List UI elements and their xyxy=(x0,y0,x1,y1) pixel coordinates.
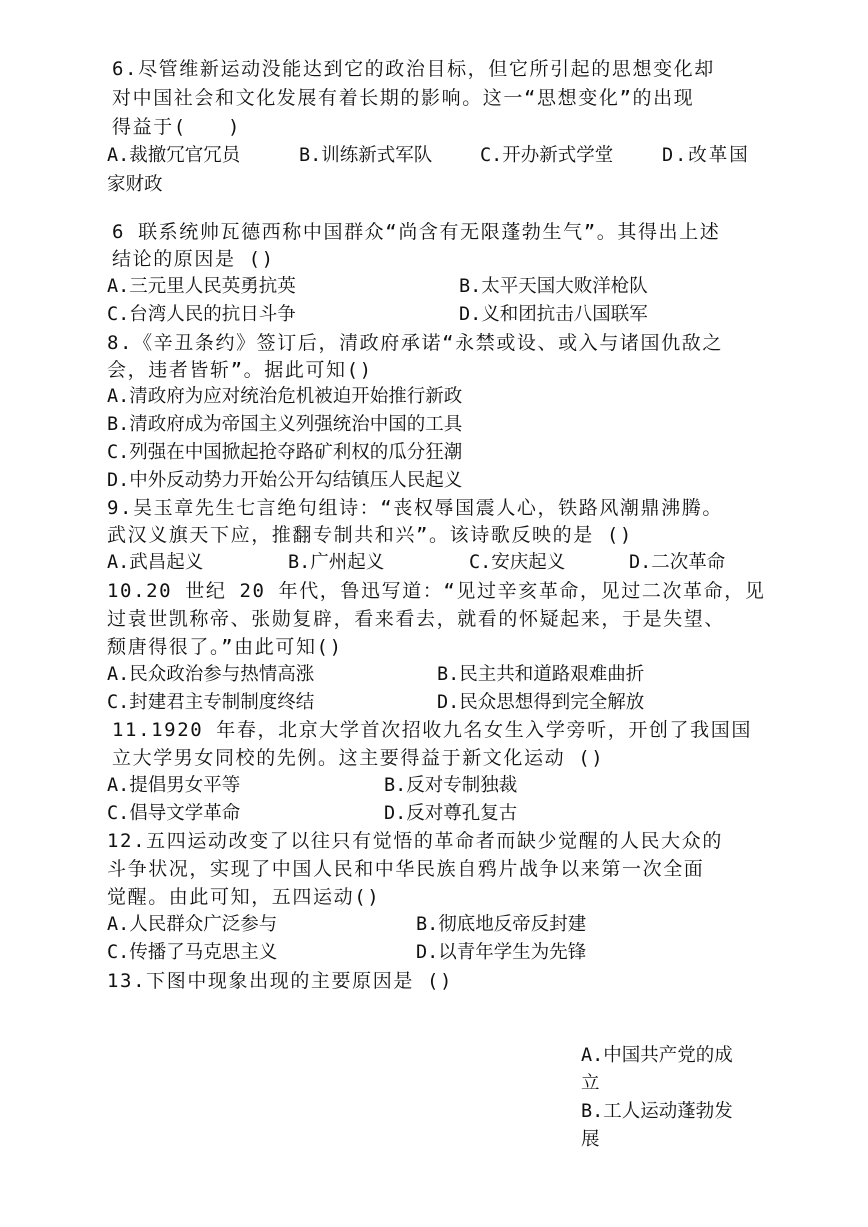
q6-stem-line1: 6.尽管维新运动没能达到它的政治目标，但它所引起的思想变化却 xyxy=(112,58,715,80)
q9-stem-line1: 9.吴玉章先生七言绝句组诗：“丧权辱国震人心，铁路风潮鼎沸腾。 xyxy=(107,497,723,519)
q10-stem-line1: 10.20 世纪 20 年代，鲁迅写道：“见过辛亥革命，见过二次革命，见 xyxy=(107,580,766,602)
q11-stem-line1: 11.1920 年春，北京大学首次招收九名女生入学旁听，开创了我国国 xyxy=(112,719,752,741)
q12-stem-line3: 觉醒。由此可知，五四运动() xyxy=(107,886,381,908)
q12-stem-line2: 斗争状况，实现了中国人民和中华民族自鸦片战争以来第一次全面 xyxy=(107,858,705,880)
q10-option-b: B.民主共和道路艰难曲折 xyxy=(437,664,645,685)
q13-option-b-line1: B.工人运动蓬勃发 xyxy=(581,1101,733,1122)
q8-option-d: D.中外反动势力开始公开勾结镇压人民起义 xyxy=(107,470,463,491)
q9-option-b: B.广州起义 xyxy=(288,552,385,573)
q12-option-d: D.以青年学生为先锋 xyxy=(416,942,587,963)
q9-option-d: D.二次革命 xyxy=(629,552,726,573)
q6-stem-line3: 得益于( ) xyxy=(112,116,242,138)
q9-option-a: A.武昌起义 xyxy=(107,552,204,573)
q7-option-c: C.台湾人民的抗日斗争 xyxy=(107,304,296,325)
q9-option-c: C.安庆起义 xyxy=(469,552,566,573)
q12-stem-line1: 12.五四运动改变了以往只有觉悟的革命者而缺少觉醒的人民大众的 xyxy=(107,830,723,852)
q6-stem-line2: 对中国社会和文化发展有着长期的影响。这一“思想变化”的出现 xyxy=(112,87,695,109)
q8-option-a: A.清政府为应对统治危机被迫开始推行新政 xyxy=(107,386,463,407)
q6-option-d: D.改革国 xyxy=(662,145,750,166)
q6-option-c: C.开办新式学堂 xyxy=(480,145,614,166)
q7-stem-line2: 结论的原因是 () xyxy=(112,248,275,270)
q11-option-b: B.反对专制独裁 xyxy=(384,775,518,796)
q12-option-b: B.彻底地反帝反封建 xyxy=(416,914,587,935)
q10-option-d: D.民众思想得到完全解放 xyxy=(437,692,645,713)
q13-stem-line1: 13.下图中现象出现的主要原因是 () xyxy=(107,970,454,992)
q8-option-b: B.清政府成为帝国主义列强统治中国的工具 xyxy=(107,414,463,435)
q10-option-c: C.封建君主专制制度终结 xyxy=(107,692,315,713)
q7-stem-line1: 6 联系统帅瓦德西称中国群众“尚含有无限蓬勃生气”。其得出上述 xyxy=(112,221,721,243)
q13-option-b-line2: 展 xyxy=(581,1129,600,1150)
q8-stem-line2: 会，违者皆斩”。据此可知() xyxy=(107,359,373,381)
q13-option-a-line1: A.中国共产党的成 xyxy=(581,1045,733,1066)
q11-option-c: C.倡导文学革命 xyxy=(107,803,241,824)
q8-stem-line1: 8.《辛丑条约》签订后，清政府承诺“永禁或设、或入与诸国仇敌之 xyxy=(107,332,723,354)
q11-option-d: D.反对尊孔复古 xyxy=(384,803,518,824)
q6-option-b: B.训练新式军队 xyxy=(299,145,433,166)
q8-option-c: C.列强在中国掀起抢夺路矿利权的瓜分狂潮 xyxy=(107,442,463,463)
q12-option-c: C.传播了马克思主义 xyxy=(107,942,278,963)
q6-option-a: A.裁撤冗官冗员 xyxy=(107,145,241,166)
q10-option-a: A.民众政治参与热情高涨 xyxy=(107,664,315,685)
q7-option-b: B.太平天国大败洋枪队 xyxy=(459,276,648,297)
q10-stem-line3: 颓唐得很了。”由此可知() xyxy=(107,636,343,658)
q10-stem-line2: 过袁世凯称帝、张勋复辟，看来看去，就看的怀疑起来，于是失望、 xyxy=(107,608,726,630)
q13-option-a-line2: 立 xyxy=(581,1073,600,1094)
q11-stem-line2: 立大学男女同校的先例。这主要得益于新文化运动 () xyxy=(112,747,605,769)
q7-option-d: D.义和团抗击八国联军 xyxy=(459,304,648,325)
q7-option-a: A.三元里人民英勇抗英 xyxy=(107,276,296,297)
q9-stem-line2: 武汉义旗天下应，推翻专制共和兴”。该诗歌反映的是 () xyxy=(107,524,633,546)
q6-option-d-wrap: 家财政 xyxy=(107,174,163,195)
q12-option-a: A.人民群众广泛参与 xyxy=(107,914,278,935)
q11-option-a: A.提倡男女平等 xyxy=(107,775,241,796)
